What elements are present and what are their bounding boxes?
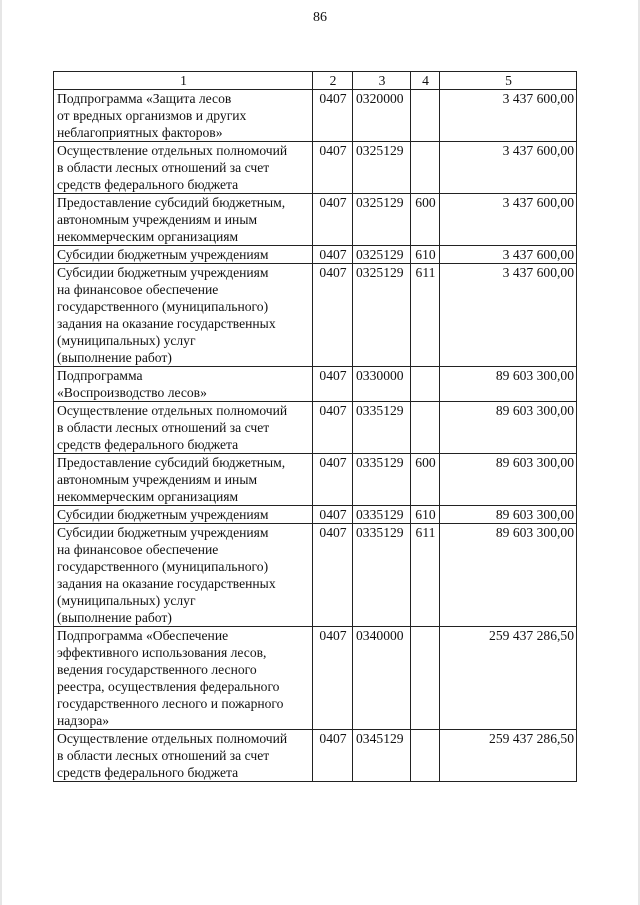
row-expense-type-cell — [411, 627, 440, 730]
table-header — [54, 72, 577, 90]
row-target-cell: 0320000 — [353, 90, 411, 142]
row-section-cell: 0407 — [313, 90, 353, 142]
row-name-cell: Предоставление субсидий бюджетным, автономным учреждениям и иным некоммерческим организациям — [54, 194, 313, 246]
row-name-cell: Подпрограмма «Обеспечение эффективного использования лесов, ведения государственного лесного реестра, осуществления федерального государственного лесного и пожарного надзора» — [54, 627, 313, 730]
row-expense-type-cell: 600 — [411, 194, 440, 246]
row-section-cell: 0407 — [313, 194, 353, 246]
row-amount-cell: 3 437 600,00 — [440, 194, 577, 246]
row-section-cell: 0407 — [313, 454, 353, 506]
row-expense-type-cell: 610 — [411, 246, 440, 264]
row-name-cell: Осуществление отдельных полномочий в области лесных отношений за счет средств федерального бюджета — [54, 730, 313, 782]
row-amount-cell: 3 437 600,00 — [440, 246, 577, 264]
header-col-name: 1 — [54, 72, 313, 90]
row-target-cell: 0335129 — [353, 506, 411, 524]
row-expense-type-cell: 611 — [411, 264, 440, 367]
header-col-target: 3 — [353, 72, 411, 90]
table-row — [54, 506, 577, 524]
row-name-cell: Подпрограмма «Защита лесов от вредных организмов и других неблагоприятных факторов» — [54, 90, 313, 142]
table-row — [54, 142, 577, 194]
row-target-cell: 0325129 — [353, 194, 411, 246]
table-body — [54, 90, 577, 782]
table-row — [54, 264, 577, 367]
table-row — [54, 90, 577, 142]
row-name-cell: Субсидии бюджетным учреждениям на финансовое обеспечение государственного (муниципального) задания на оказание государственных (муниципальных) услуг (выполнение работ) — [54, 264, 313, 367]
budget-table — [53, 71, 577, 782]
row-target-cell: 0335129 — [353, 454, 411, 506]
header-row — [54, 72, 577, 90]
row-section-cell: 0407 — [313, 730, 353, 782]
row-expense-type-cell: 610 — [411, 506, 440, 524]
row-expense-type-cell — [411, 730, 440, 782]
row-name-cell: Осуществление отдельных полномочий в области лесных отношений за счет средств федерального бюджета — [54, 142, 313, 194]
row-expense-type-cell — [411, 142, 440, 194]
table-row — [54, 402, 577, 454]
page-number: 86 — [313, 10, 327, 25]
row-target-cell: 0340000 — [353, 627, 411, 730]
row-amount-cell: 89 603 300,00 — [440, 524, 577, 627]
row-section-cell: 0407 — [313, 264, 353, 367]
row-amount-cell: 89 603 300,00 — [440, 402, 577, 454]
row-target-cell: 0330000 — [353, 367, 411, 402]
row-section-cell: 0407 — [313, 506, 353, 524]
row-expense-type-cell: 611 — [411, 524, 440, 627]
header-col-amount: 5 — [440, 72, 577, 90]
row-section-cell: 0407 — [313, 367, 353, 402]
row-name-cell: Субсидии бюджетным учреждениям на финансовое обеспечение государственного (муниципального) задания на оказание государственных (муниципальных) услуг (выполнение работ) — [54, 524, 313, 627]
row-section-cell: 0407 — [313, 402, 353, 454]
table-row — [54, 194, 577, 246]
header-col-expense-type: 4 — [411, 72, 440, 90]
table-row — [54, 730, 577, 782]
row-expense-type-cell — [411, 367, 440, 402]
row-amount-cell: 89 603 300,00 — [440, 454, 577, 506]
row-amount-cell: 3 437 600,00 — [440, 142, 577, 194]
row-target-cell: 0325129 — [353, 264, 411, 367]
left-scan-edge — [0, 0, 2, 905]
row-amount-cell: 89 603 300,00 — [440, 367, 577, 402]
table-row — [54, 246, 577, 264]
row-name-cell: Субсидии бюджетным учреждениям — [54, 506, 313, 524]
table-row — [54, 627, 577, 730]
row-expense-type-cell — [411, 90, 440, 142]
row-section-cell: 0407 — [313, 627, 353, 730]
row-section-cell: 0407 — [313, 524, 353, 627]
row-amount-cell: 3 437 600,00 — [440, 90, 577, 142]
row-amount-cell: 259 437 286,50 — [440, 730, 577, 782]
row-amount-cell: 89 603 300,00 — [440, 506, 577, 524]
row-name-cell: Предоставление субсидий бюджетным, автономным учреждениям и иным некоммерческим организациям — [54, 454, 313, 506]
row-expense-type-cell — [411, 402, 440, 454]
row-name-cell: Субсидии бюджетным учреждениям — [54, 246, 313, 264]
header-col-section: 2 — [313, 72, 353, 90]
row-expense-type-cell: 600 — [411, 454, 440, 506]
row-target-cell: 0325129 — [353, 142, 411, 194]
row-name-cell: Подпрограмма «Воспроизводство лесов» — [54, 367, 313, 402]
table-row — [54, 367, 577, 402]
row-target-cell: 0335129 — [353, 402, 411, 454]
row-target-cell: 0335129 — [353, 524, 411, 627]
row-amount-cell: 259 437 286,50 — [440, 627, 577, 730]
table-row — [54, 524, 577, 627]
table-row — [54, 454, 577, 506]
row-name-cell: Осуществление отдельных полномочий в области лесных отношений за счет средств федерального бюджета — [54, 402, 313, 454]
row-target-cell: 0345129 — [353, 730, 411, 782]
row-target-cell: 0325129 — [353, 246, 411, 264]
row-section-cell: 0407 — [313, 246, 353, 264]
row-amount-cell: 3 437 600,00 — [440, 264, 577, 367]
row-section-cell: 0407 — [313, 142, 353, 194]
